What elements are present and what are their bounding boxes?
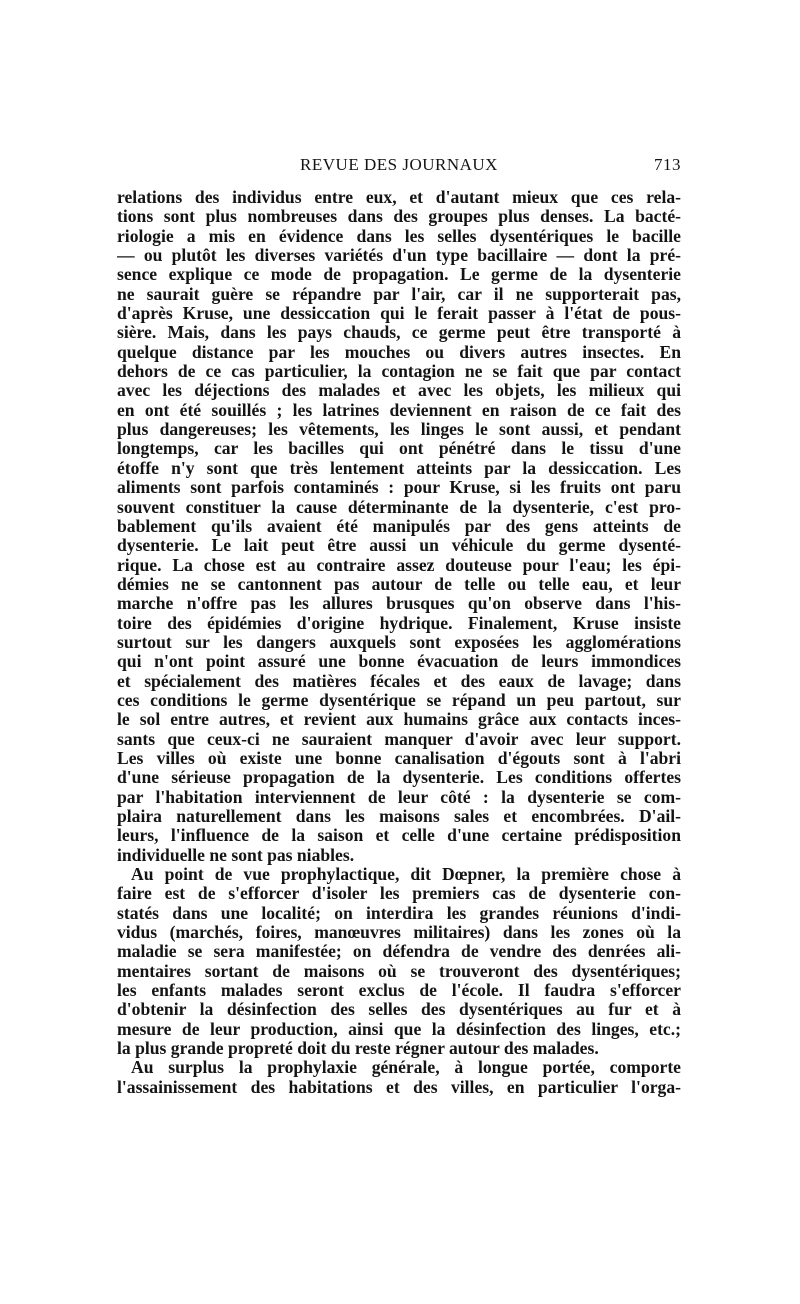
paragraph (117, 865, 681, 1058)
text-line: la plus grande propreté doit du reste régner autour des malades. (117, 1039, 599, 1059)
text-line: d'une sérieuse propagation de la dysenterie. Les conditions offertes (117, 768, 681, 788)
text-line: souvent constituer la cause déterminante de la dysenterie, c'est pro- (117, 497, 681, 517)
text-line: l'assainissement des habitations et des villes, en particulier l'orga- (117, 1077, 681, 1097)
text-line: par l'habitation interviennent de leur côté : la dysenterie se com- (117, 787, 681, 807)
text-line: plus dangereuses; les vêtements, les linges le sont aussi, et pendant (117, 420, 681, 440)
text-line: d'après Kruse, une dessiccation qui le ferait passer à l'état de pous- (117, 304, 681, 324)
body-text (117, 188, 681, 1097)
text-line: surtout sur les dangers auxquels sont exposées les agglomérations (117, 632, 681, 652)
text-line: relations des individus entre eux, et d'autant mieux que ces rela- (117, 188, 681, 207)
text-line: rique. La chose est au contraire assez douteuse pour l'eau; les épi- (117, 555, 681, 575)
text-line: mesure de leur production, ainsi que la désinfection des linges, etc.; (117, 1019, 681, 1039)
text-line: toire des épidémies d'origine hydrique. Finalement, Kruse insiste (117, 613, 681, 633)
text-line: aliments sont parfois contaminés : pour Kruse, si les fruits ont paru (117, 478, 681, 498)
text-line: d'obtenir la désinfection des selles des dysentériques au fur et à (117, 1000, 681, 1020)
text-line: Au point de vue prophylactique, dit Dœpner, la première chose à (131, 865, 681, 885)
text-line: — ou plutôt les diverses variétés d'un type bacillaire — dont la pré- (117, 246, 681, 266)
text-line: plaira naturellement dans les maisons sales et encombrées. D'ail- (117, 807, 681, 826)
text-line: mentaires sortant de maisons où se trouveront des dysentériques; (117, 961, 681, 981)
text-line: dehors de ce cas particulier, la contagion ne se fait que par contact (117, 362, 681, 382)
page-number: 713 (654, 155, 681, 174)
text-line: bablement qu'ils avaient été manipulés par des gens atteints de (117, 516, 681, 536)
text-line: dysenterie. Le lait peut être aussi un véhicule du germe dysenté- (117, 536, 681, 556)
text-line: les enfants malades seront exclus de l'école. Il faudra s'efforcer (117, 981, 681, 1001)
text-line: marche n'offre pas les allures brusques qu'on observe dans l'his- (117, 594, 681, 614)
paragraph (117, 188, 681, 865)
text-line: tions sont plus nombreuses dans des groupes plus denses. La bacté- (117, 207, 681, 227)
text-line: faire est de s'efforcer d'isoler les premiers cas de dysenterie con- (117, 884, 681, 904)
text-line: sence explique ce mode de propagation. Le germe de la dysenterie (117, 265, 681, 285)
text-line: qui n'ont point assuré une bonne évacuation de leurs immondices (117, 652, 681, 672)
text-line: statés dans une localité; on interdira les grandes réunions d'indi- (117, 903, 681, 923)
text-line: leurs, l'influence de la saison et celle d'une certaine prédisposition (117, 826, 681, 846)
text-line: en ont été souillés ; les latrines deviennent en raison de ce fait des (117, 400, 681, 420)
text-line: sants que ceux-ci ne sauraient manquer d'avoir avec leur support. (117, 729, 681, 749)
text-line: vidus (marchés, foires, manœuvres militaires) dans les zones où la (117, 923, 681, 943)
text-line: riologie a mis en évidence dans les selles dysentériques le bacille (117, 226, 681, 246)
text-line: sière. Mais, dans les pays chauds, ce germe peut être transporté à (117, 323, 681, 343)
text-line: individuelle ne sont pas niables. (117, 845, 355, 865)
text-line: ne saurait guère se répandre par l'air, car il ne supporterait pas, (117, 284, 681, 304)
text-line: le sol entre autres, et revient aux humains grâce aux contacts inces- (117, 710, 681, 730)
text-line: ces conditions le germe dysentérique se répand un peu partout, sur (117, 690, 681, 710)
text-line: avec les déjections des malades et avec les objets, les milieux qui (117, 381, 681, 401)
text-line: Au surplus la prophylaxie générale, à longue portée, comporte (131, 1058, 681, 1078)
text-line: maladie se sera manifestée; on défendra de vendre des denrées ali- (117, 942, 681, 962)
text-line: Les villes où existe une bonne canalisation d'égouts sont à l'abri (117, 748, 681, 768)
text-line: démies ne se cantonnent pas autour de telle ou telle eau, et leur (117, 574, 681, 594)
text-line: étoffe n'y sont que très lentement atteints par la dessiccation. Les (117, 458, 681, 478)
text-line: longtemps, car les bacilles qui ont pénétré dans le tissu d'une (117, 439, 681, 459)
text-line: quelque distance par les mouches ou divers autres insectes. En (117, 342, 681, 362)
paragraph (117, 1058, 681, 1097)
running-head (117, 155, 681, 177)
text-line: et spécialement des matières fécales et des eaux de lavage; dans (117, 671, 681, 691)
running-title: REVUE DES JOURNAUX (300, 155, 498, 174)
